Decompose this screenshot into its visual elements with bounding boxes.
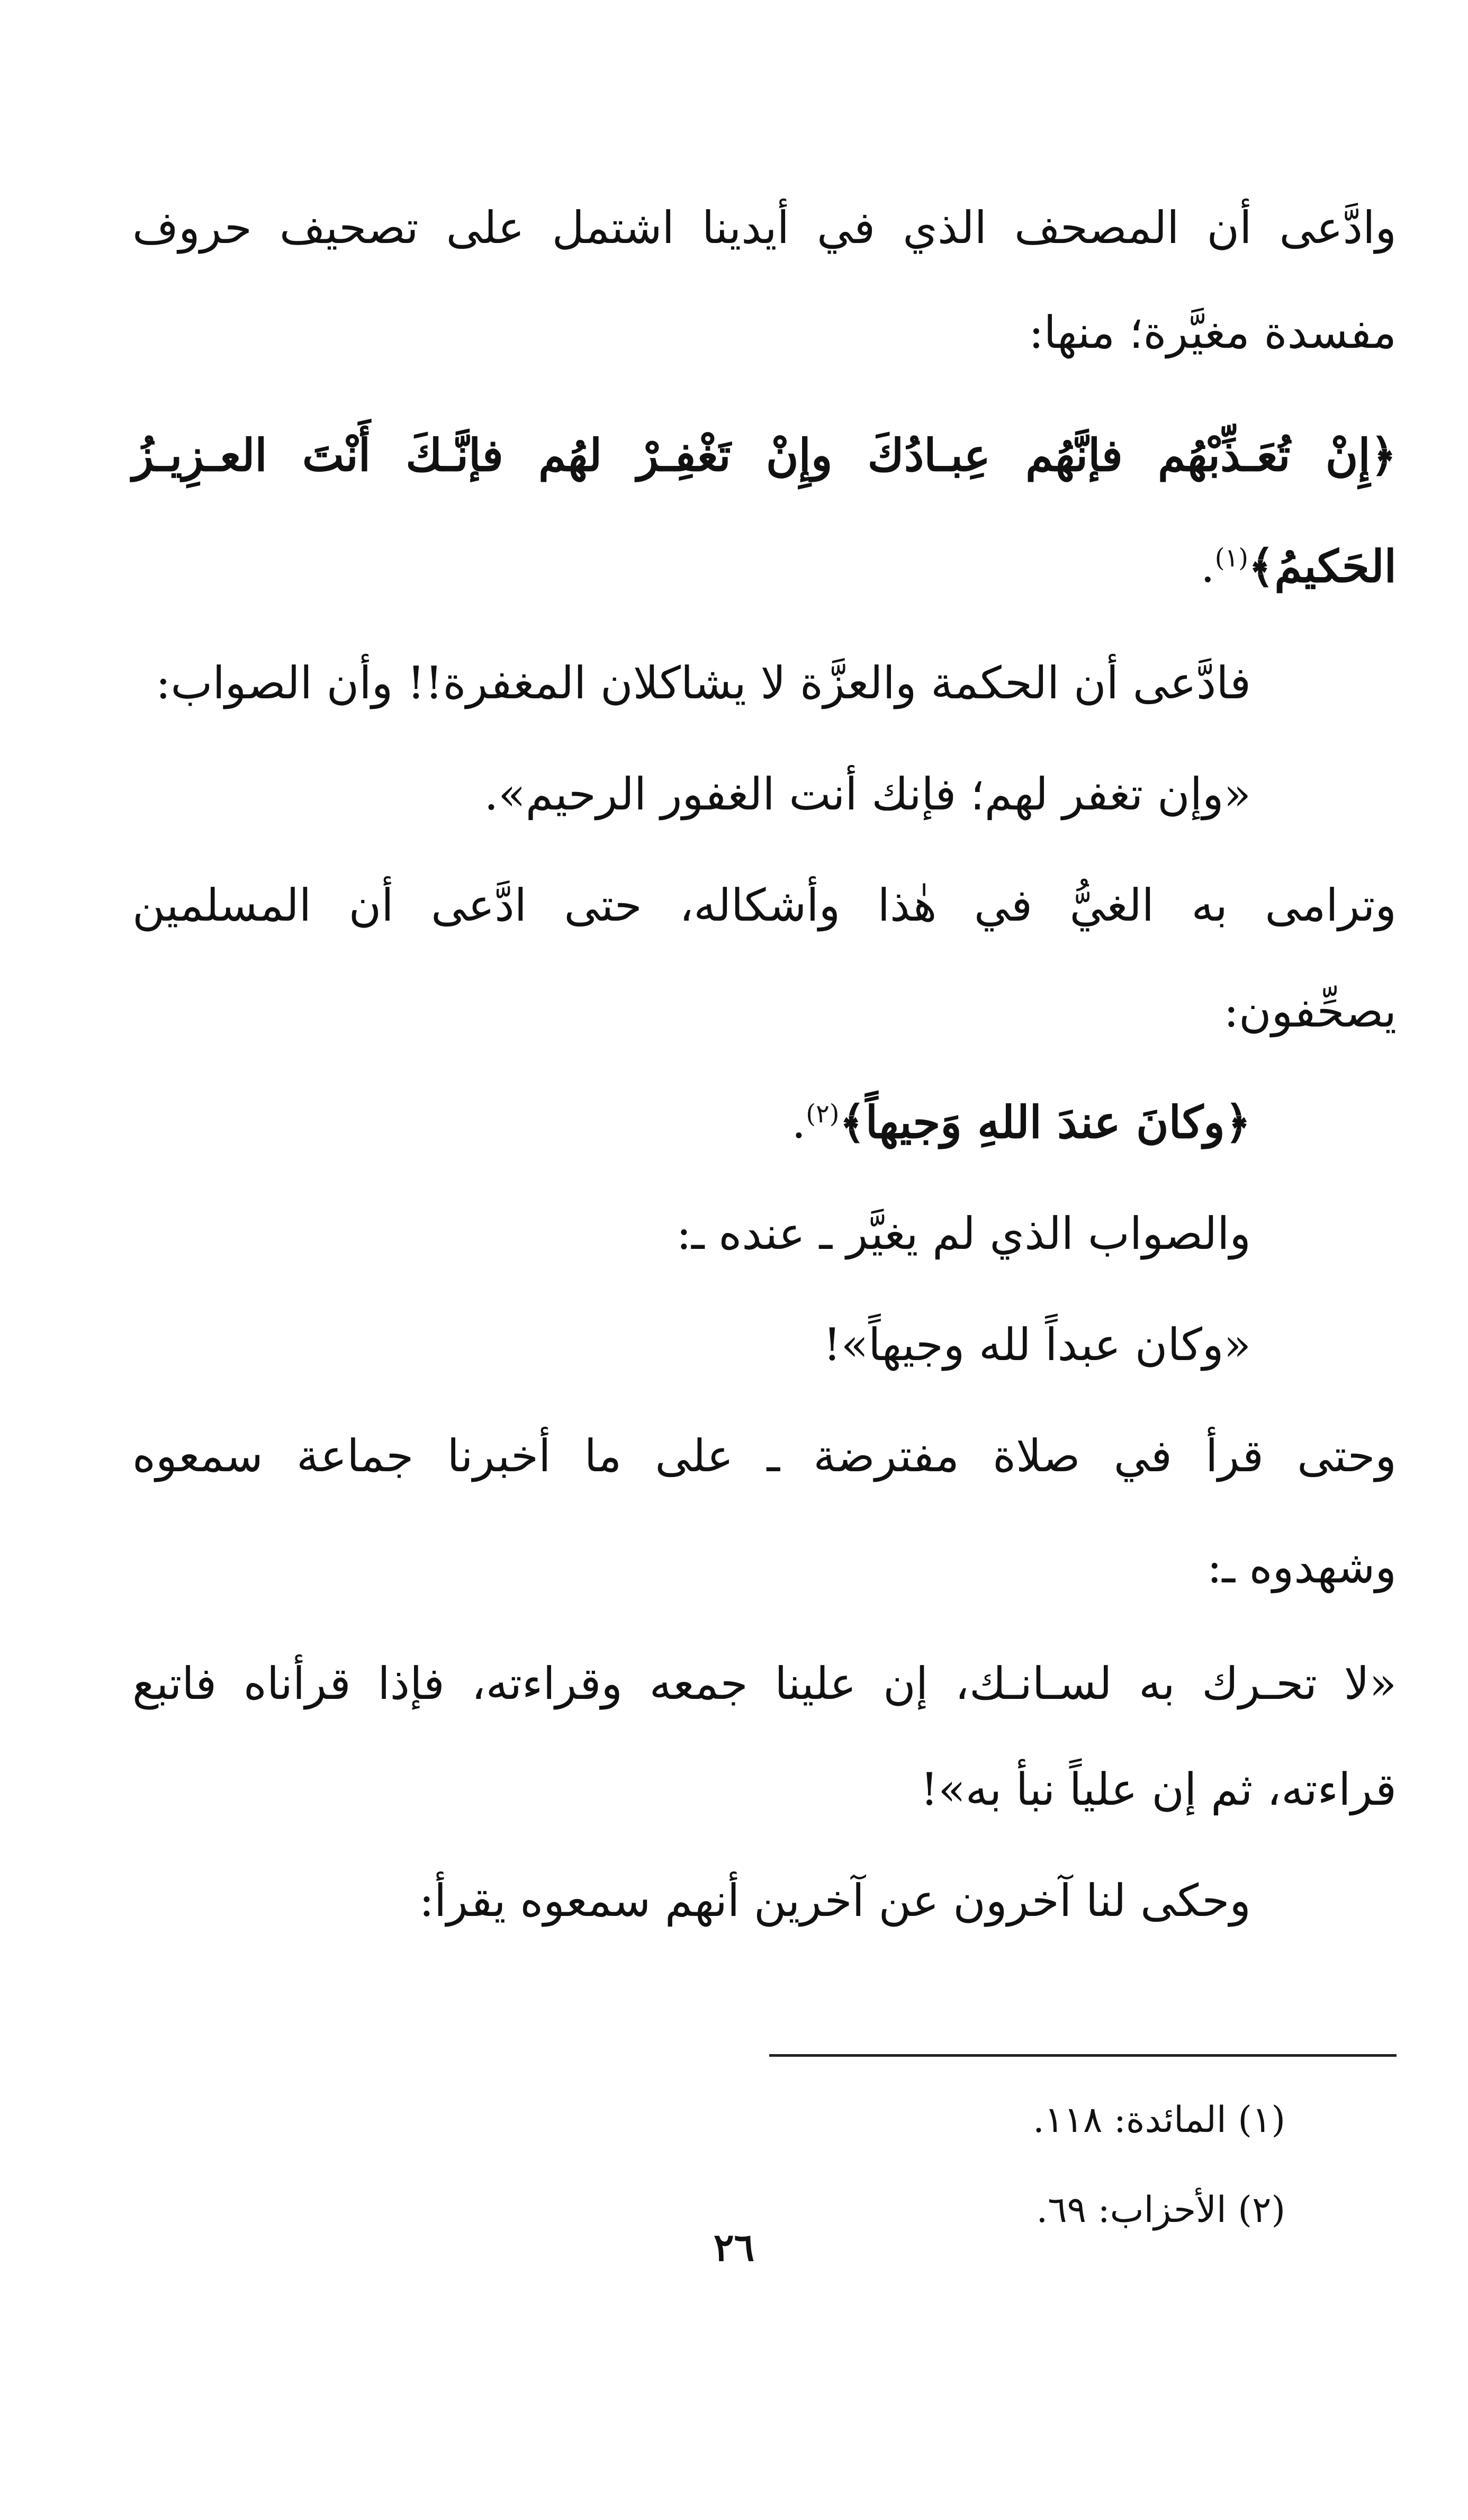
quran-verse-1-line-2 xyxy=(132,540,1397,593)
verse-2-end-mark: . xyxy=(791,1096,806,1148)
paragraph-7-line-2: وشهدوه ـ: xyxy=(1207,1541,1397,1593)
paragraph-1-line-1: وادَّعى أن المصحف الذي في أيدينا اشتمل على تصحيف حروف xyxy=(132,202,1397,254)
footnote-2: (٢) الأحزاب: ٦٩. xyxy=(1036,2189,1285,2231)
quran-verse-2-text: ﴿وكانَ عندَ اللهِ وَجيهاً﴾ xyxy=(839,1096,1251,1148)
paragraph-1-line-2: مفسدة مغيَّرة؛ منها: xyxy=(1029,307,1397,358)
paragraph-4-line-2: يصحِّفون: xyxy=(1223,985,1397,1037)
quran-verse-1-line-1: ﴿إِنْ تُعَـذِّبْهُم فإنَّهُم عِبـادُكَ وإِنْ تَغْفِـرْ لهُم فإنَّـكَ أَنْتَ العـزِيـزُ xyxy=(132,429,1397,481)
footnote-ref-1: (١) xyxy=(1214,543,1248,573)
footnote-1: (١) المائدة: ١١٨. xyxy=(1033,2099,1285,2141)
quran-verse-2 xyxy=(132,1096,1251,1149)
footnote-separator xyxy=(769,2054,1397,2057)
paragraph-5: والصواب الذي لم يغيَّر ـ عنده ـ: xyxy=(676,1208,1251,1259)
paragraph-8-line-1: «لا تحـرك به لسـانـك، إن علينا جمعه وقراءته، فإذا قرأناه فاتبع xyxy=(132,1658,1397,1709)
verse-1-end-mark: . xyxy=(1201,541,1215,592)
paragraph-2: فادَّعى أن الحكمة والعزَّة لا يشاكلان المغفرة!! وأن الصواب: xyxy=(156,657,1251,709)
footnote-ref-2: (٢) xyxy=(806,1099,840,1129)
paragraph-9: وحكى لنا آخرون عن آخرين أنهم سمعوه يقرأ: xyxy=(419,1875,1251,1927)
paragraph-3: «وإن تغفر لهم؛ فإنك أنت الغفور الرحيم». xyxy=(484,768,1251,820)
paragraph-4-line-1: وترامى به الغيُّ في هٰذا وأشكاله، حتى ادَّعى أن المسلمين xyxy=(132,879,1397,931)
paragraph-7-line-1: وحتى قرأ في صلاة مفترضة ـ على ما أخبرنا جماعة سمعوه xyxy=(132,1430,1397,1482)
paragraph-8-line-2: قراءته، ثم إن علياً نبأ به»! xyxy=(920,1763,1397,1815)
page-number: ٢٦ xyxy=(713,2225,755,2270)
paragraph-6: «وكان عبداً لله وجيهاً»! xyxy=(823,1319,1251,1371)
quran-verse-1-text: الحَكيمُ﴾ xyxy=(1248,540,1397,592)
